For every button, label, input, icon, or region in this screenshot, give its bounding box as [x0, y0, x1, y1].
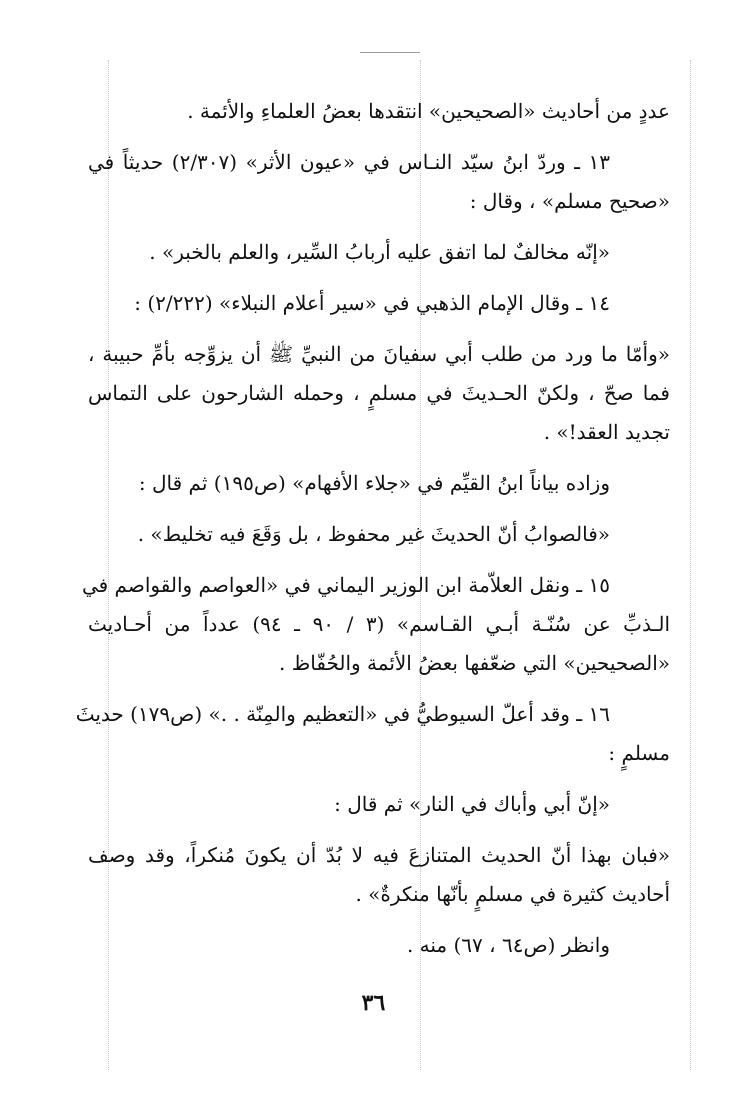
text-line: ١٤ ـ وقال الإمام الذهبي في «سير أعلام النبلاء» (٢/٢٢٢) :: [134, 291, 610, 315]
scan-artifact-top: [360, 52, 420, 53]
text-line: ١٣ ـ وردّ ابنُ سيّد النـاس في «عيون الأثر» (٢/٣٠٧) حديثاً في: [88, 150, 610, 174]
text-line: «وأمّا ما ورد من طلب أبي سفيانَ من النبيِّ ﷺ أن يزوِّجه بأمِّ حبيبة ،: [88, 342, 670, 366]
text-line: ١٦ ـ وقد أعلّ السيوطيُّ في «التعظيم والمِنّة . .» (ص١٧٩) حديثَ: [75, 702, 610, 726]
page-body-text: [75, 92, 671, 965]
text-line: وانظر (ص٦٤ ، ٦٧) منه .: [406, 933, 610, 957]
scan-artifact-line: [690, 60, 691, 1070]
text-line: مسلمٍ :: [608, 741, 670, 765]
text-line: أحاديث كثيرة في مسلمٍ بأنّها منكرةٌ» .: [355, 882, 670, 906]
text-line: «صحيح مسلم» ، وقال :: [469, 189, 670, 213]
text-line: الـذبِّ عن سُنّـة أبـي القـاسم» (٣ / ٩٠ ـ ٩٤) عدداً من أحـاديث: [88, 612, 671, 636]
text-line: «فبان بهذا أنّ الحديث المتنازعَ فيه لا بُدّ أن يكونَ مُنكراً، وقد وصف: [88, 843, 670, 867]
text-line: فما صحّ ، ولكنّ الحـديثَ في مسلمٍ ، وحمله الشارحون على التماس: [88, 381, 670, 405]
text-line: «إنّه مخالفٌ لما اتفق عليه أربابُ السِّير، والعلم بالخبر» .: [149, 240, 610, 264]
text-line: تجديد العقد!» .: [543, 420, 670, 444]
text-line: «فالصوابُ أنّ الحديثَ غير محفوظ ، بل وَقَعَ فيه تخليط» .: [137, 522, 610, 546]
page-number: ٣٦: [361, 990, 386, 1016]
text-line: «الصحيحين» التي ضعّفها بعضُ الأئمة والحُفّاظ .: [279, 651, 670, 675]
text-line: ١٥ ـ ونقل العلاّمة ابن الوزير اليماني في «العواصم والقواصم في: [81, 573, 610, 597]
text-line: «إنّ أبي وأباك في النار» ثم قال :: [334, 792, 610, 816]
text-line: عددٍ من أحاديث «الصحيحين» انتقدها بعضُ العلماءِ والأئمة .: [187, 99, 670, 123]
text-line: وزاده بياناً ابنُ القيِّم في «جلاء الأفهام» (ص١٩٥) ثم قال :: [138, 471, 610, 495]
